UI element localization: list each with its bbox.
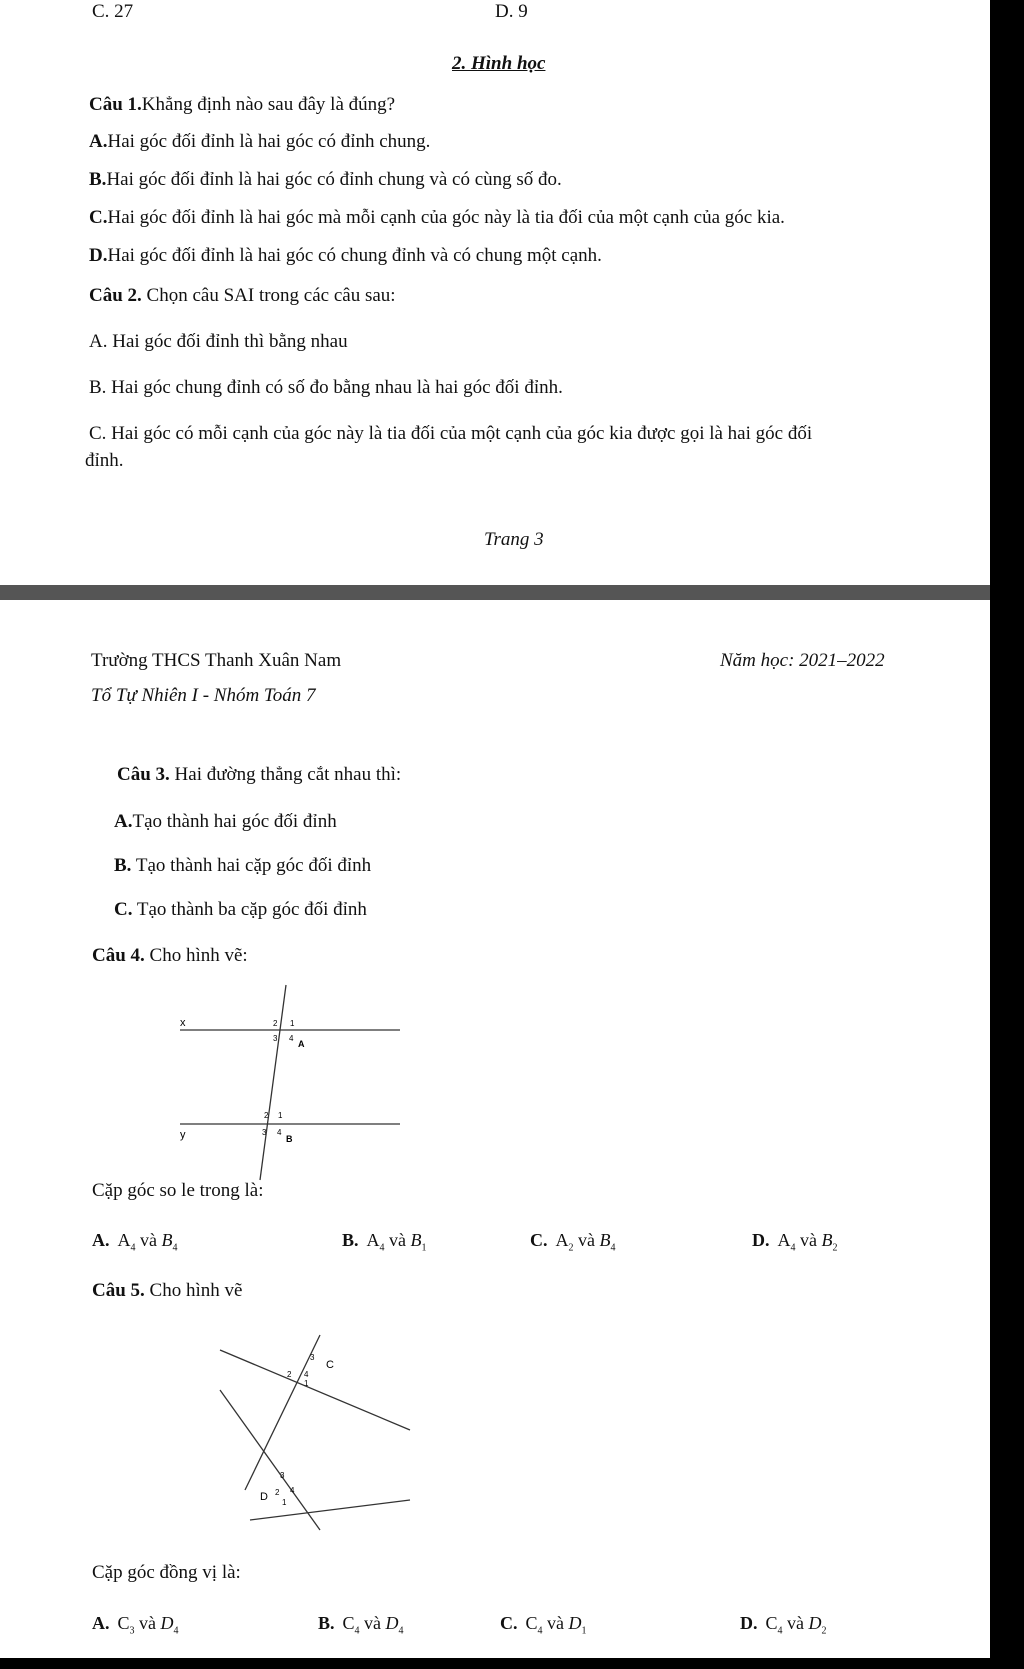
- option-angle-index: 1: [581, 1625, 587, 1637]
- option-conjunction: và: [573, 1230, 600, 1250]
- option-angle-point: C: [525, 1613, 538, 1633]
- document-page-4: [0, 600, 990, 1658]
- question-text: Cho hình vẽ:: [144, 945, 248, 966]
- q1-option-a: [89, 130, 430, 154]
- option-angle-point: D: [568, 1613, 582, 1633]
- option-angle-point: A: [555, 1230, 569, 1250]
- option-angle-index: 4: [610, 1242, 616, 1254]
- option-angle-point: D: [808, 1613, 822, 1633]
- q5-option-d: [740, 1613, 827, 1637]
- option-conjunction: và: [135, 1230, 162, 1250]
- point-c-label: C: [326, 1359, 334, 1371]
- option-text: Hai góc đối đỉnh là hai góc có chung đỉnh và có chung một cạnh.: [107, 245, 602, 266]
- angle-label-4: 4: [289, 1034, 294, 1043]
- option-conjunction: và: [359, 1613, 386, 1633]
- angle-label-3: 3: [310, 1353, 315, 1362]
- option-label: A.: [89, 131, 108, 152]
- q5-option-b: [318, 1613, 404, 1637]
- q5-option-c: [500, 1613, 587, 1637]
- option-label: D.: [740, 1613, 758, 1633]
- option-label: B.: [89, 169, 107, 190]
- option-angle-index: 2: [832, 1242, 838, 1254]
- question-label: Câu 4.: [92, 945, 145, 966]
- question-text: Cho hình vẽ: [144, 1280, 243, 1301]
- option-angle-index: 4: [173, 1625, 179, 1637]
- option-conjunction: và: [782, 1613, 809, 1633]
- q5-question: Cặp góc đồng vị là:: [92, 1562, 241, 1583]
- angle-label-2: 2: [275, 1488, 280, 1497]
- previous-option-c: C. 27: [92, 1, 134, 22]
- option-label: B.: [342, 1230, 359, 1250]
- angle-label-2: 2: [264, 1111, 269, 1120]
- question-text: Chọn câu SAI trong các câu sau:: [141, 285, 396, 306]
- angle-label-4: 4: [290, 1486, 295, 1495]
- document-page-3: [0, 0, 990, 585]
- angle-label-2: 2: [287, 1370, 292, 1379]
- q3-option-b: [114, 854, 371, 878]
- question-text: Hai đường thẳng cắt nhau thì:: [169, 764, 402, 785]
- option-angle-point: A: [777, 1230, 791, 1250]
- question-5: [92, 1279, 242, 1303]
- question-4: [92, 944, 248, 968]
- q5-figure-intersecting-lines: [200, 1330, 420, 1570]
- option-label: C.: [500, 1613, 518, 1633]
- school-year: Năm học: 2021–2022: [720, 650, 885, 671]
- q4-option-a: [92, 1230, 178, 1254]
- angle-label-3: 3: [273, 1034, 278, 1043]
- question-label: Câu 5.: [92, 1280, 145, 1301]
- option-text: Tạo thành hai góc đối đỉnh: [132, 811, 337, 832]
- section-heading: 2. Hình học: [452, 53, 546, 74]
- option-text: Tạo thành hai cặp góc đối đỉnh: [131, 855, 372, 876]
- option-conjunction: và: [134, 1613, 161, 1633]
- question-1: [89, 93, 395, 117]
- point-a-label: A: [298, 1039, 305, 1049]
- transversal: [260, 985, 286, 1180]
- option-text: Hai góc đối đỉnh là hai góc có đỉnh chung và có cùng số đo.: [106, 169, 562, 190]
- q3-option-a: [114, 810, 337, 834]
- page-separator: [0, 585, 990, 600]
- question-2: [89, 284, 396, 308]
- option-angle-index: 4: [398, 1625, 404, 1637]
- option-angle-point: D: [160, 1613, 174, 1633]
- option-angle-index: 4: [790, 1242, 796, 1254]
- option-angle-point: C: [117, 1613, 130, 1633]
- label-y: y: [180, 1129, 186, 1141]
- q2-option-b: B. Hai góc chung đỉnh có số đo bằng nhau là hai góc đối đỉnh.: [89, 377, 563, 398]
- option-angle-point: A: [366, 1230, 380, 1250]
- option-label: B.: [114, 855, 132, 876]
- option-angle-index: 4: [172, 1242, 178, 1254]
- label-x: x: [180, 1017, 186, 1029]
- option-text: Tạo thành ba cặp góc đối đỉnh: [132, 899, 367, 920]
- angle-label-1: 1: [278, 1111, 283, 1120]
- angle-label-1: 1: [282, 1498, 287, 1507]
- angle-label-1: 1: [304, 1379, 309, 1388]
- q1-option-d: [89, 244, 602, 268]
- option-angle-index: 1: [421, 1242, 427, 1254]
- page-footer: Trang 3: [484, 529, 544, 550]
- q4-option-d: [752, 1230, 838, 1254]
- option-angle-index: 3: [129, 1625, 135, 1637]
- option-label: D.: [89, 245, 108, 266]
- angle-label-1: 1: [290, 1019, 295, 1028]
- angle-label-2: 2: [273, 1019, 278, 1028]
- option-angle-point: B: [821, 1230, 833, 1250]
- option-angle-index: 4: [379, 1242, 385, 1254]
- option-label: C.: [89, 207, 108, 228]
- department-group: Tổ Tự Nhiên I - Nhóm Toán 7: [91, 685, 316, 706]
- option-label: C.: [530, 1230, 548, 1250]
- option-angle-index: 4: [130, 1242, 136, 1254]
- q3-option-c: [114, 898, 367, 922]
- q4-question: Cặp góc so le trong là:: [92, 1180, 264, 1201]
- option-angle-point: D: [385, 1613, 399, 1633]
- question-label: Câu 2.: [89, 285, 142, 306]
- option-label: D.: [752, 1230, 770, 1250]
- option-angle-index: 2: [821, 1625, 827, 1637]
- q1-option-b: [89, 168, 562, 192]
- option-angle-index: 4: [777, 1625, 783, 1637]
- option-angle-index: 2: [568, 1242, 574, 1254]
- option-angle-point: B: [410, 1230, 422, 1250]
- transversal-2: [220, 1390, 320, 1530]
- option-angle-point: B: [161, 1230, 173, 1250]
- option-label: C.: [114, 899, 133, 920]
- option-conjunction: và: [542, 1613, 569, 1633]
- option-label: B.: [318, 1613, 335, 1633]
- question-label: Câu 1.: [89, 94, 142, 115]
- question-text: Khẳng định nào sau đây là đúng?: [141, 94, 396, 115]
- q4-figure-parallel-lines: [170, 980, 410, 1190]
- option-conjunction: và: [384, 1230, 411, 1250]
- question-3: [117, 763, 401, 787]
- option-angle-index: 4: [354, 1625, 360, 1637]
- angle-label-3: 3: [280, 1471, 285, 1480]
- option-text: Hai góc đối đỉnh là hai góc mà mỗi cạnh của góc này là tia đối của một cạnh của góc kia.: [107, 207, 785, 228]
- option-label: A.: [92, 1230, 110, 1250]
- option-angle-index: 4: [537, 1625, 543, 1637]
- q4-option-b: [342, 1230, 427, 1254]
- angle-label-4: 4: [277, 1128, 282, 1137]
- question-label: Câu 3.: [117, 764, 170, 785]
- point-b-label: B: [286, 1134, 293, 1144]
- q5-option-a: [92, 1613, 179, 1637]
- angle-label-3: 3: [262, 1128, 267, 1137]
- option-angle-point: C: [342, 1613, 355, 1633]
- option-angle-point: A: [117, 1230, 131, 1250]
- point-d-label: D: [260, 1491, 268, 1503]
- q4-option-c: [530, 1230, 616, 1254]
- q2-option-c: C. Hai góc có mỗi cạnh của góc này là tia đối của một cạnh của góc kia được gọi là hai góc đối: [89, 423, 813, 444]
- option-conjunction: và: [795, 1230, 822, 1250]
- school-name: Trường THCS Thanh Xuân Nam: [91, 650, 342, 671]
- q1-option-c: [89, 206, 785, 230]
- option-angle-point: B: [599, 1230, 611, 1250]
- option-angle-point: C: [765, 1613, 778, 1633]
- q2-option-a: A. Hai góc đối đỉnh thì bằng nhau: [89, 331, 348, 352]
- previous-option-d: D. 9: [495, 1, 528, 22]
- transversal-1: [245, 1335, 320, 1490]
- q2-option-c-continued: đỉnh.: [85, 450, 124, 471]
- option-label: A.: [114, 811, 133, 832]
- line-d: [250, 1500, 410, 1520]
- angle-label-4: 4: [304, 1370, 309, 1379]
- line-c: [220, 1350, 410, 1430]
- option-label: A.: [92, 1613, 110, 1633]
- option-text: Hai góc đối đỉnh là hai góc có đỉnh chung.: [107, 131, 431, 152]
